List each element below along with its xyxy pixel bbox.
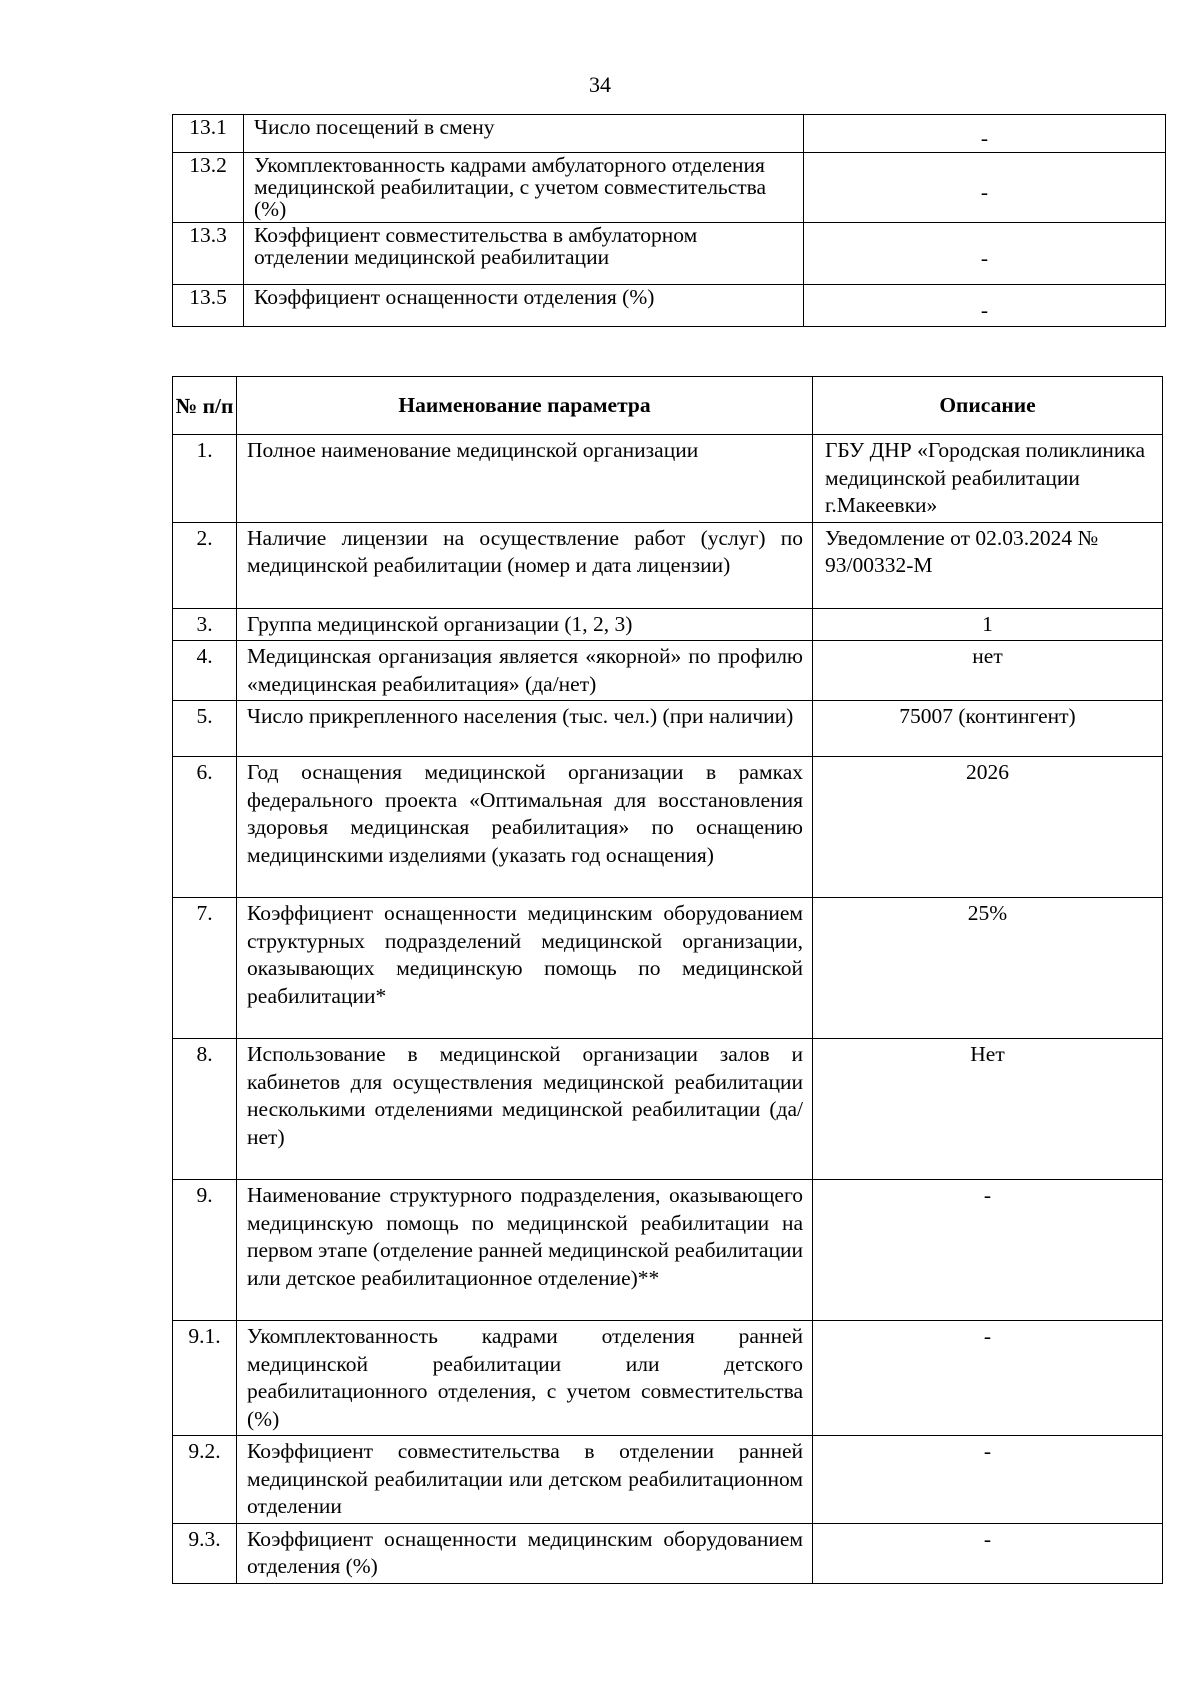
parameter-name: Медицинская организация является «якорной» по профилю «медицинская реабилитация» (да/нет) xyxy=(237,641,813,701)
parameter-name: Использование в медицинской организации залов и кабинетов для осуществления медицинской реабилитации несколькими отделениями медицинской реабилитации (да/нет) xyxy=(237,1039,813,1180)
parameter-description: - xyxy=(813,1180,1163,1321)
parameter-value: - xyxy=(804,153,1166,223)
parameter-description: - xyxy=(813,1321,1163,1436)
parameter-name: Наличие лицензии на осуществление работ (услуг) по медицинской реабилитации (номер и дата лицензии) xyxy=(237,522,813,608)
parameter-name: Коэффициент совместительства в амбулаторном отделении медицинской реабилитации xyxy=(244,223,804,285)
parameter-description: Уведомление от 02.03.2024 № 93/00332-М xyxy=(813,522,1163,608)
table-row xyxy=(173,435,1163,523)
parameter-value: - xyxy=(804,285,1166,327)
header-description: Описание xyxy=(813,377,1163,435)
parameter-description: ГБУ ДНР «Городская поликлиника медицинской реабилитации г.Макеевки» xyxy=(813,435,1163,523)
table-header-row xyxy=(173,377,1163,435)
parameter-description: 75007 (контингент) xyxy=(813,701,1163,757)
row-number: 13.2 xyxy=(173,153,244,223)
table-row xyxy=(173,153,1166,223)
table-row xyxy=(173,1039,1163,1180)
parameter-description: нет xyxy=(813,641,1163,701)
row-number: 3. xyxy=(173,608,237,641)
row-number: 9.1. xyxy=(173,1321,237,1436)
table-row xyxy=(173,1321,1163,1436)
parameter-value: - xyxy=(804,115,1166,153)
parameter-name: Коэффициент оснащенности медицинским оборудованием отделения (%) xyxy=(237,1523,813,1583)
organization-parameters-table xyxy=(172,376,1163,1584)
row-number: 9.2. xyxy=(173,1436,237,1524)
parameter-description: - xyxy=(813,1436,1163,1524)
table-row xyxy=(173,1436,1163,1524)
table-row xyxy=(173,1180,1163,1321)
parameter-name: Число посещений в смену xyxy=(244,115,804,153)
page-number: 34 xyxy=(589,72,611,97)
parameter-name: Коэффициент оснащенности отделения (%) xyxy=(244,285,804,327)
table-row xyxy=(173,757,1163,898)
parameter-name: Коэффициент совместительства в отделении ранней медицинской реабилитации или детском реабилитационном отделении xyxy=(237,1436,813,1524)
row-number: 13.1 xyxy=(173,115,244,153)
table-row xyxy=(173,285,1166,327)
row-number: 9. xyxy=(173,1180,237,1321)
row-number: 6. xyxy=(173,757,237,898)
parameter-name: Наименование структурного подразделения, оказывающего медицинскую помощь по медицинской реабилитации на первом этапе (отделение ранней медицинской реабилитации или детское реабилитационное отделение)** xyxy=(237,1180,813,1321)
parameter-name: Коэффициент оснащенности медицинским оборудованием структурных подразделений медицинской организации, оказывающих медицинскую помощь по медицинской реабилитации* xyxy=(237,898,813,1039)
parameter-description: 1 xyxy=(813,608,1163,641)
table-row xyxy=(173,223,1166,285)
row-number: 8. xyxy=(173,1039,237,1180)
table-row xyxy=(173,641,1163,701)
row-number: 4. xyxy=(173,641,237,701)
indicators-table-continued xyxy=(172,114,1166,327)
table-row xyxy=(173,898,1163,1039)
parameter-value: - xyxy=(804,223,1166,285)
row-number: 13.5 xyxy=(173,285,244,327)
header-number: № п/п xyxy=(173,377,237,435)
header-parameter-name: Наименование параметра xyxy=(237,377,813,435)
parameter-name: Укомплектованность кадрами амбулаторного отделения медицинской реабилитации, с учетом совместительства (%) xyxy=(244,153,804,223)
row-number: 1. xyxy=(173,435,237,523)
row-number: 13.3 xyxy=(173,223,244,285)
parameter-name: Полное наименование медицинской организации xyxy=(237,435,813,523)
row-number: 7. xyxy=(173,898,237,1039)
parameter-name: Год оснащения медицинской организации в рамках федерального проекта «Оптимальная для восстановления здоровья медицинская реабилитация» по оснащению медицинскими изделиями (указать год оснащения) xyxy=(237,757,813,898)
table-row xyxy=(173,608,1163,641)
parameter-description: 2026 xyxy=(813,757,1163,898)
parameter-description: 25% xyxy=(813,898,1163,1039)
table-row xyxy=(173,1523,1163,1583)
parameter-description: Нет xyxy=(813,1039,1163,1180)
row-number: 5. xyxy=(173,701,237,757)
parameter-name: Группа медицинской организации (1, 2, 3) xyxy=(237,608,813,641)
table-row xyxy=(173,522,1163,608)
row-number: 2. xyxy=(173,522,237,608)
parameter-description: - xyxy=(813,1523,1163,1583)
parameter-name: Число прикрепленного населения (тыс. чел.) (при наличии) xyxy=(237,701,813,757)
row-number: 9.3. xyxy=(173,1523,237,1583)
table-row xyxy=(173,701,1163,757)
table-row xyxy=(173,115,1166,153)
parameter-name: Укомплектованность кадрами отделения ранней медицинской реабилитации или детского реабилитационного отделения, с учетом совместительства (%) xyxy=(237,1321,813,1436)
